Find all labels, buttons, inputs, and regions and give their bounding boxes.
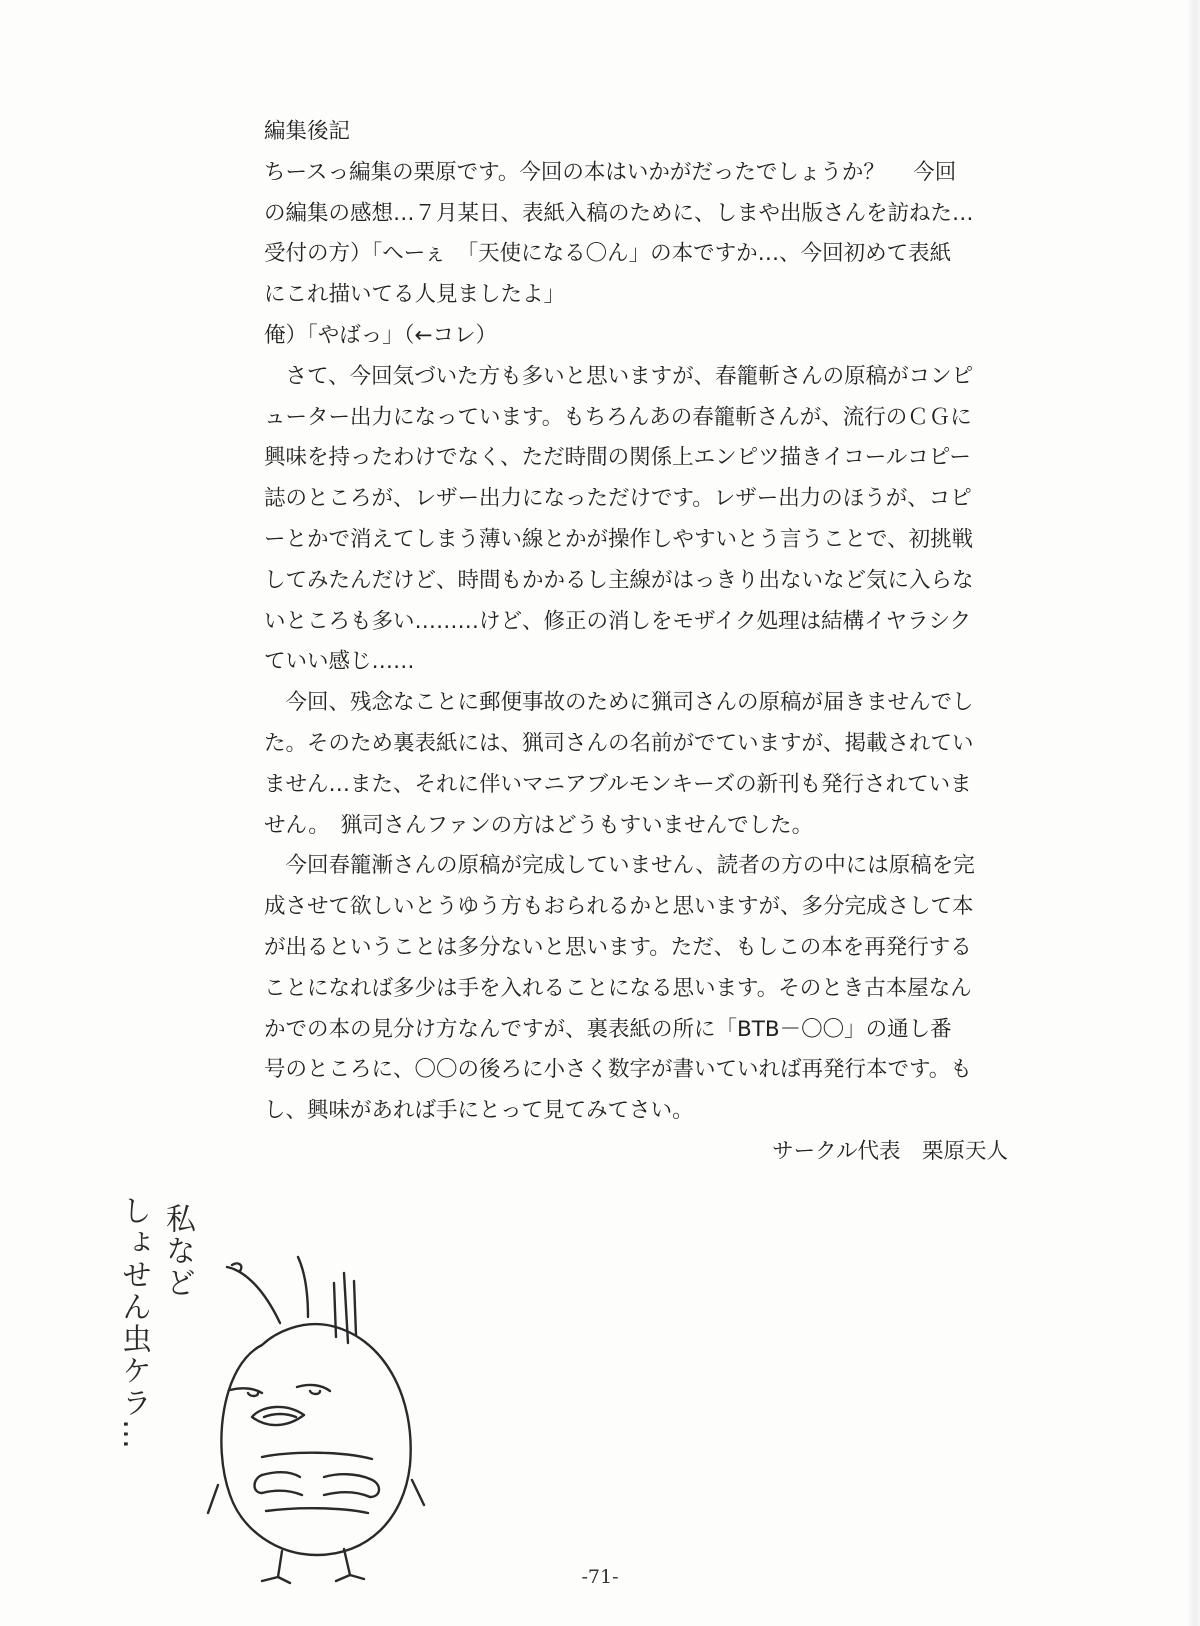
text-line: 今回、残念なことに郵便事故のために猟司さんの原稿が届きませんでし [264,690,974,716]
bug-drawing [112,1195,452,1595]
bug-illustration [112,1195,452,1595]
text-line: さて、今回気づいた方も多いと思いますが、春籠斬さんの原稿がコンピ [264,363,974,389]
page-number: -71- [581,1566,619,1588]
text-line: 興味を持ったわけでなく、ただ時間の関係上エンピツ描きイコールコピー [264,445,971,471]
scan-edge [1186,0,1200,1626]
text-line: 号のところに、〇〇の後ろに小さく数字が書いていれば再発行本です。も [264,1057,972,1083]
text-line: ことになれば多少は手を入れることになる思います。そのとき古本屋なん [264,975,972,1001]
text-line: 成させて欲しいとうゆう方もおられるかと思いますが、多分完成さして本 [264,894,974,920]
text-line: 俺）「やばっ」（←コレ） [264,322,498,348]
text-line: せん。 猟司さんファンの方はどうもすいませんでした。 [264,812,814,838]
text-line: ちースっ編集の栗原です。今回の本はいかがだったでしょうか？ 今回 [264,159,957,185]
text-line: 受付の方）「へーぇ 「天使になる〇ん」の本ですか…、今回初めて表紙 [264,241,952,267]
text-line: た。そのため裏表紙には、猟司さんの名前がでていますが、掲載されてい [264,730,974,756]
editorial-afterword [264,112,1012,1173]
text-line: が出るということは多分ないと思います。ただ、もしこの本を再発行する [264,934,972,960]
text-line: し、興味があれば手にとって見てみてさい。 [264,1098,694,1124]
text-line: ーとかで消えてしまう薄い線とかが操作しやすいとう言うことで、初挑戦 [264,526,974,552]
text-line: かでの本の見分け方なんですが、裏表紙の所に「BTB－〇〇」の通し番 [264,1016,952,1042]
handwritten-line-1: 私など [160,1203,195,1299]
handwritten-line-2: しょせん虫ケラ… [116,1195,151,1451]
text-line: の編集の感想…７月某日、表紙入稿のために、しまや出版さんを訪ねた… [264,200,974,226]
text-line: いところも多い………けど、修正の消しをモザイク処理は結構イヤラシク [264,608,972,634]
text-line: 今回春籠漸さんの原稿が完成していません、読者の方の中には原稿を完 [264,853,975,879]
text-line: 誌のところが、レザー出力になっただけです。レザー出力のほうが、コピ [264,486,972,512]
text-line: ューター出力になっています。もちろんあの春籠斬さんが、流行のＣＧに [264,404,972,430]
signature: サークル代表 栗原天人 [772,1138,1008,1164]
text-line: してみたんだけど、時間もかかるし主線がはっきり出ないなど気に入らな [264,567,974,593]
afterword-heading: 編集後記 [264,119,351,144]
text-line: ません…また、それに伴いマニアブルモンキーズの新刊も発行されていま [264,771,972,797]
text-line: にこれ描いてる人見ましたよ」 [264,282,566,308]
text-line: ていい感じ…… [264,649,415,675]
